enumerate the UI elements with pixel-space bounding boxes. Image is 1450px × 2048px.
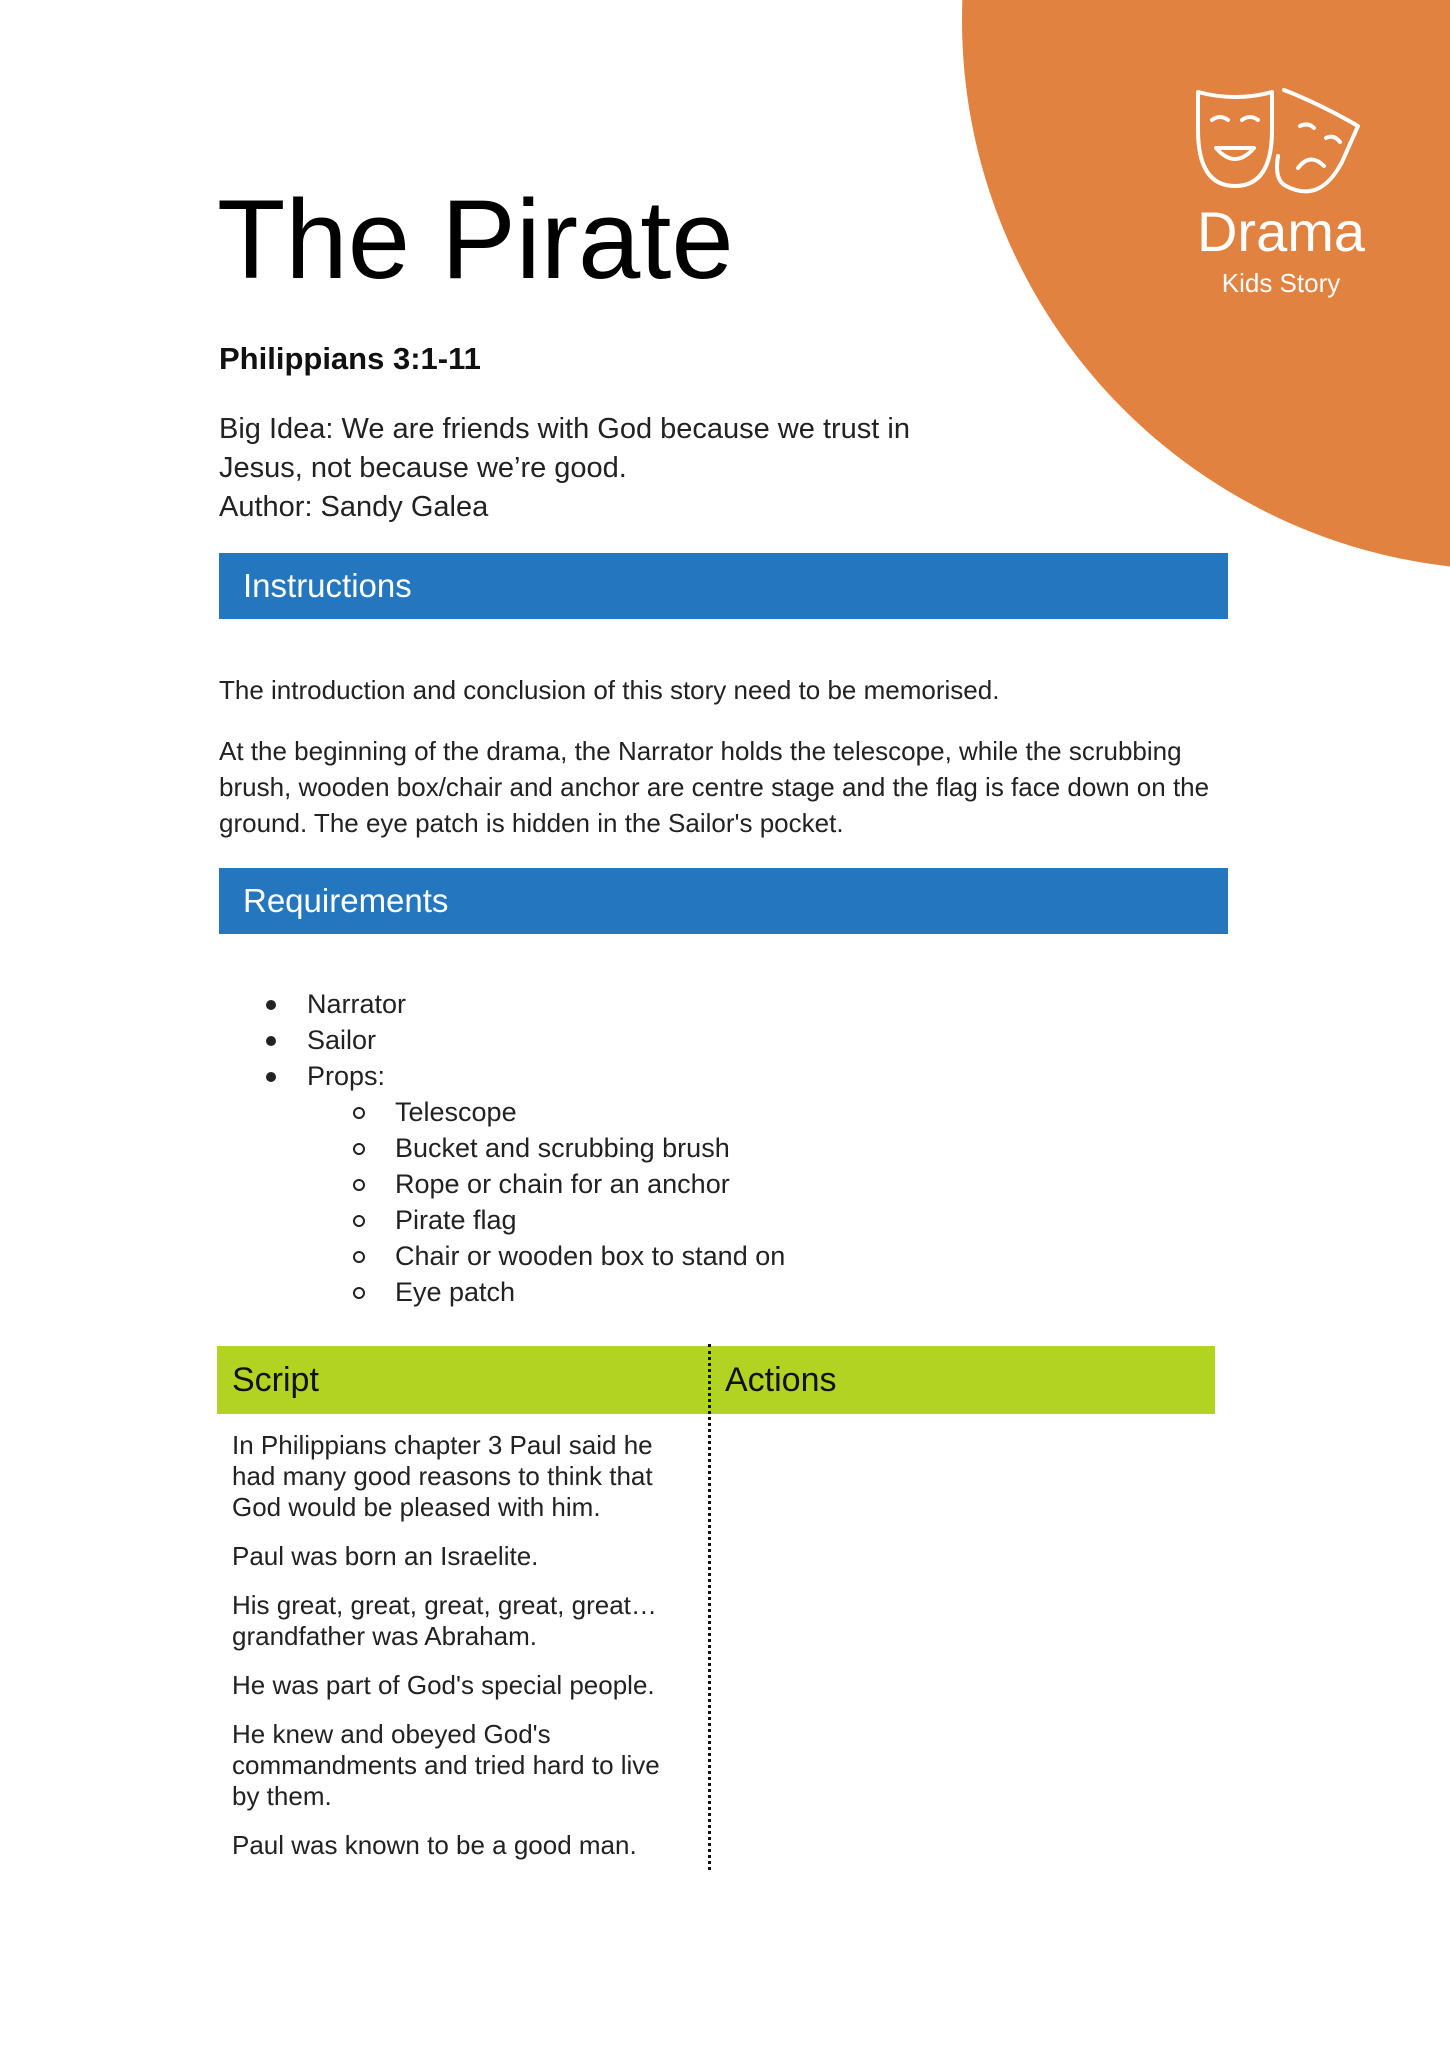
big-idea-line: Jesus, not because we’re good. xyxy=(219,452,627,484)
column-header-script: Script xyxy=(232,1361,319,1399)
prop-item: Bucket and scrubbing brush xyxy=(219,1130,785,1166)
prop-item: Pirate flag xyxy=(219,1202,785,1238)
prop-item: Rope or chain for an anchor xyxy=(219,1166,785,1202)
badge-subtitle: Kids Story xyxy=(1221,268,1341,298)
script-column xyxy=(232,1430,692,1879)
badge-title: Drama xyxy=(1196,200,1366,263)
script-line: He knew and obeyed God's commandments and tried hard to live by them. xyxy=(232,1719,660,1811)
column-header-actions: Actions xyxy=(725,1361,837,1399)
page-title: The Pirate xyxy=(217,177,734,302)
requirements-heading: Requirements xyxy=(219,868,1228,934)
props-label: Props: xyxy=(307,1061,386,1091)
script-line: In Philippians chapter 3 Paul said he had many good reasons to think that God would be pleased with him. xyxy=(232,1430,653,1522)
instructions-paragraph: At the beginning of the drama, the Narrator holds the telescope, while the scrubbing brush, wooden box/chair and anchor are centre stage and the flag is face down on the ground. The eye patch is hidden in the Sailor's pocket. xyxy=(219,736,1210,838)
prop-item: Telescope xyxy=(219,1094,785,1130)
script-line: His great, great, great, great, great… grandfather was Abraham. xyxy=(232,1590,657,1651)
list-item xyxy=(219,1058,785,1094)
prop-item: Chair or wooden box to stand on xyxy=(219,1238,785,1274)
props-list xyxy=(219,1094,785,1310)
list-item: Narrator xyxy=(219,986,785,1022)
author-line: Author: Sandy Galea xyxy=(219,491,489,523)
theatre-masks-icon xyxy=(1190,86,1370,206)
requirements-list xyxy=(219,986,785,1310)
big-idea-line: Big Idea: We are friends with God because we trust in xyxy=(219,413,910,445)
table-header xyxy=(217,1346,1215,1414)
big-idea-block xyxy=(219,410,979,527)
instructions-heading: Instructions xyxy=(219,553,1228,619)
instructions-paragraph: The introduction and conclusion of this story need to be memorised. xyxy=(219,675,1000,705)
column-divider xyxy=(708,1344,711,1870)
script-line: He was part of God's special people. xyxy=(232,1670,655,1700)
prop-item: Eye patch xyxy=(219,1274,785,1310)
list-item: Sailor xyxy=(219,1022,785,1058)
props-group xyxy=(219,1094,785,1310)
script-line: Paul was known to be a good man. xyxy=(232,1830,637,1860)
bible-reference: Philippians 3:1-11 xyxy=(219,341,481,376)
script-line: Paul was born an Israelite. xyxy=(232,1541,539,1571)
